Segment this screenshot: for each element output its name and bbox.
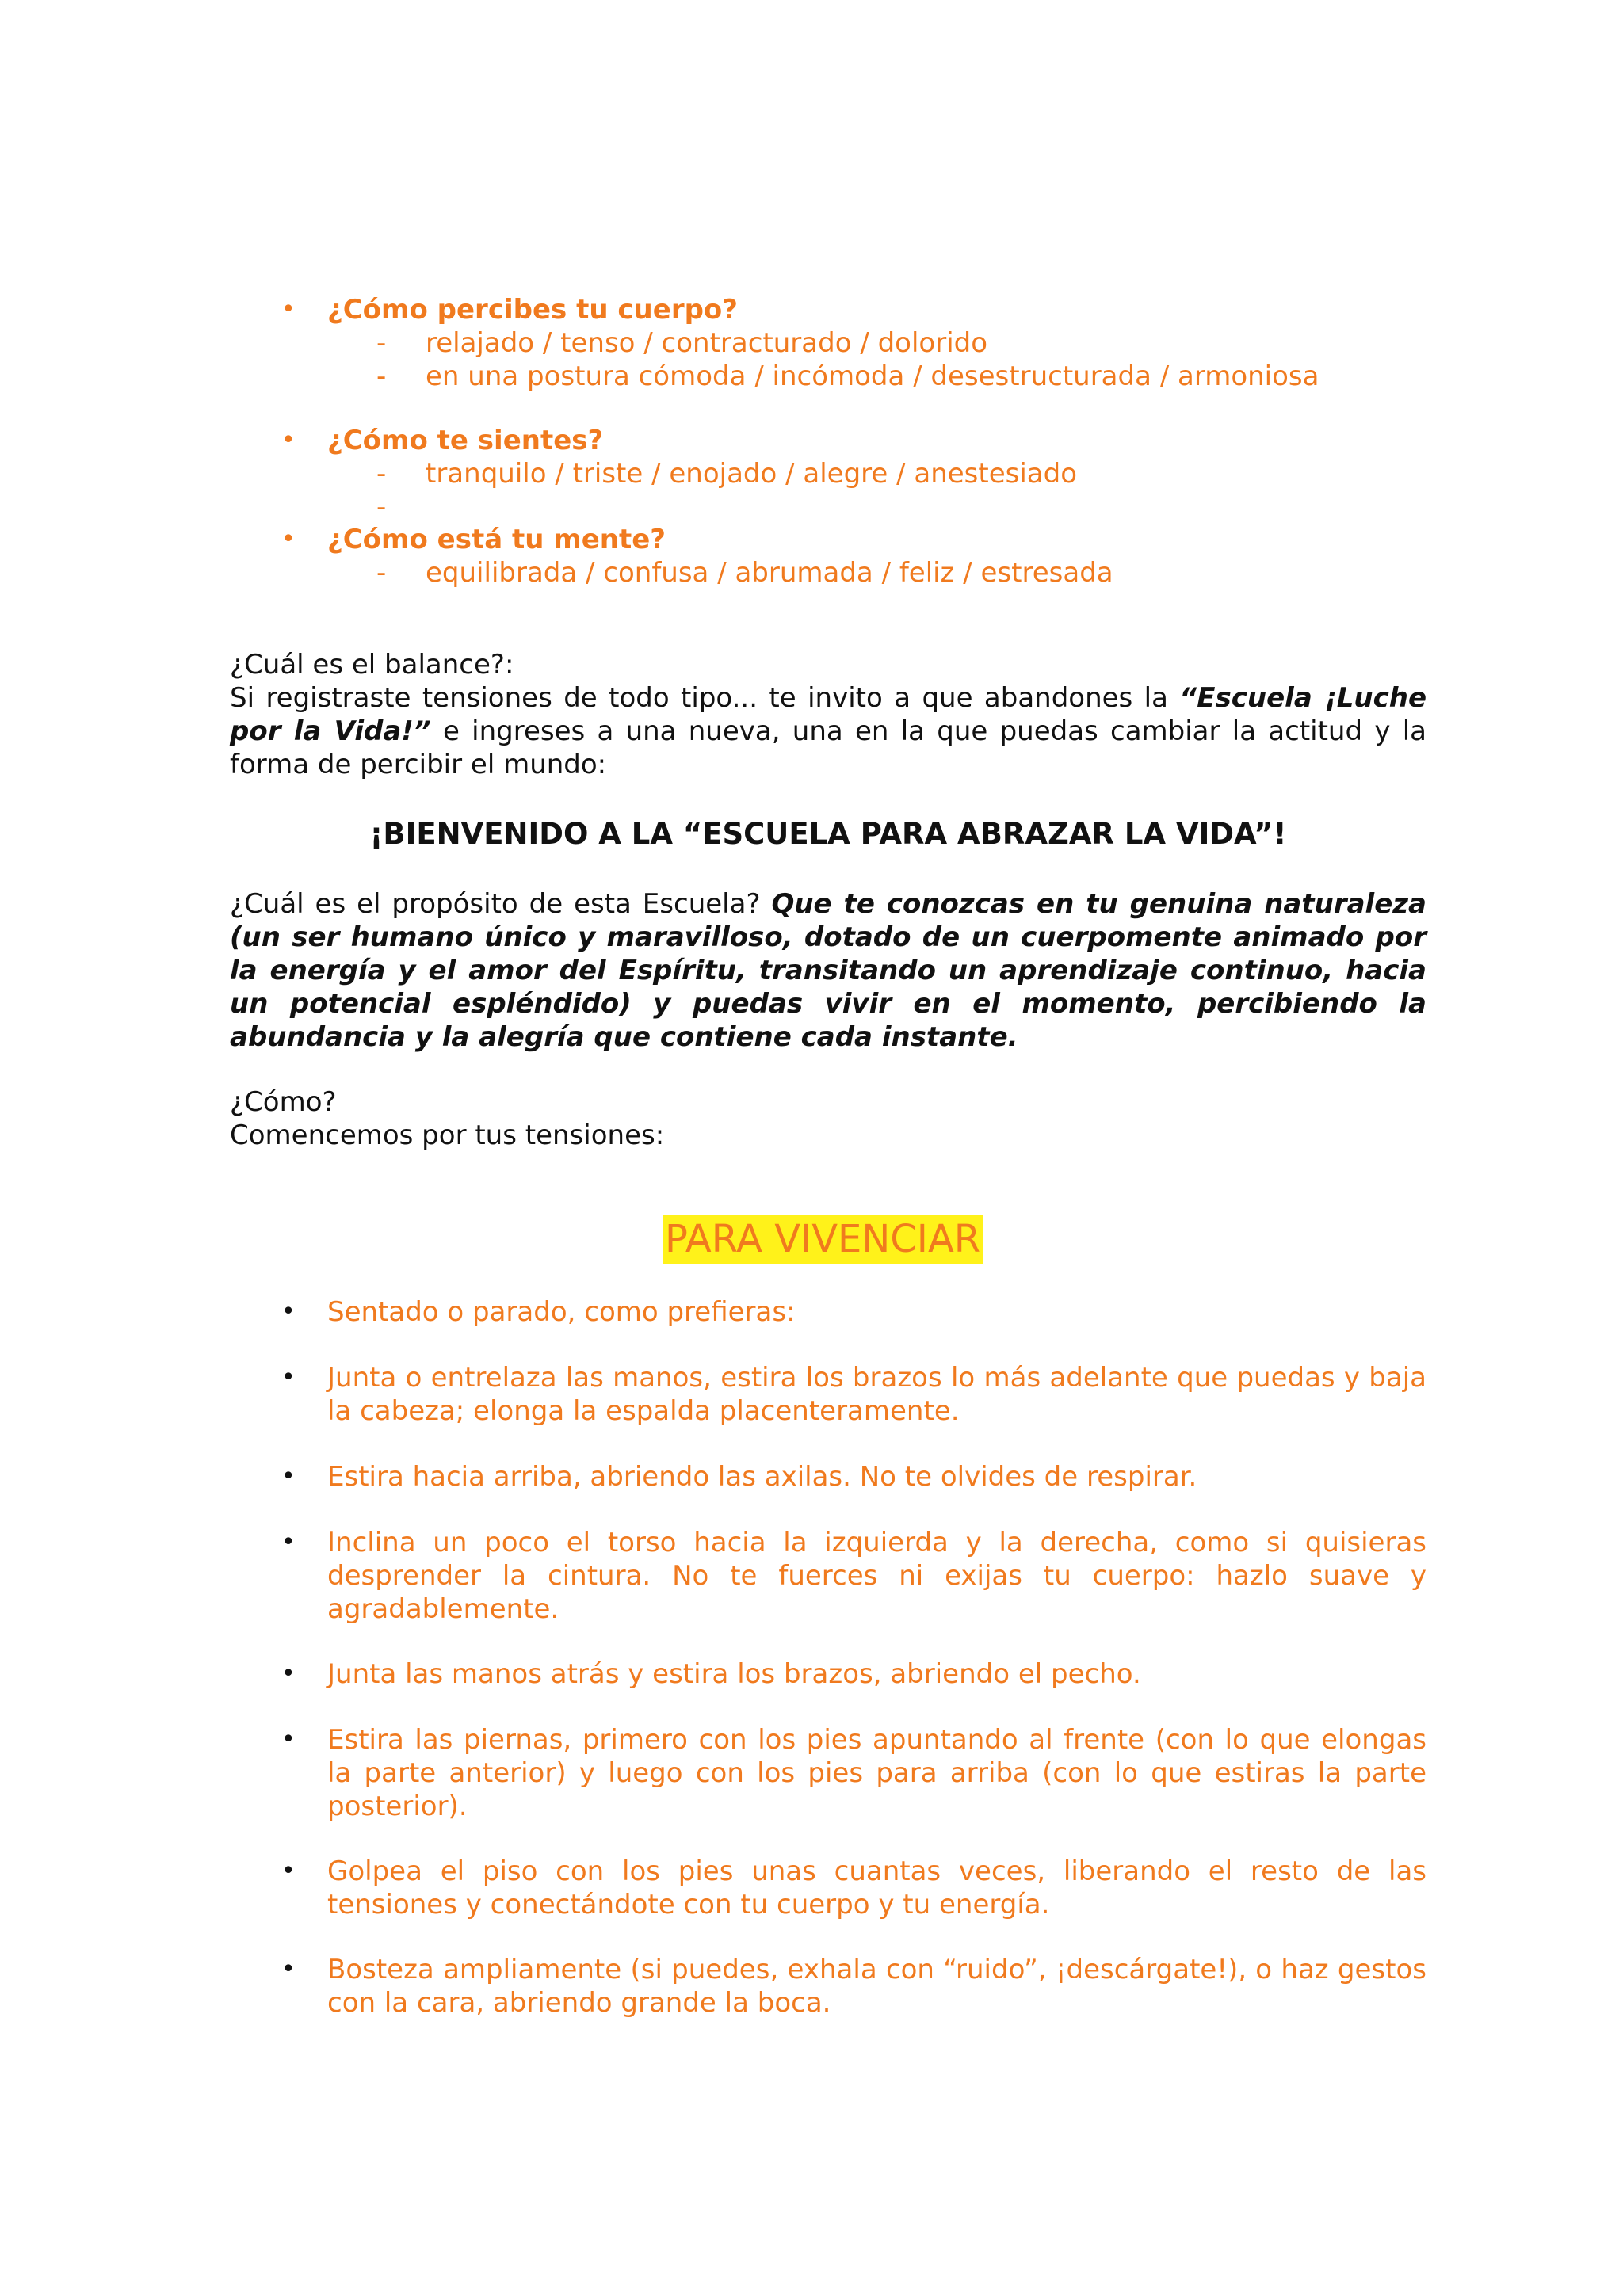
question-option: en una postura cómoda / incómoda / desestructurada / armoniosa bbox=[426, 360, 1319, 392]
balance-section bbox=[230, 648, 1426, 781]
question-title: ¿Cómo está tu mente? bbox=[327, 524, 666, 555]
purpose-paragraph bbox=[230, 887, 1426, 1054]
exercise-text: Golpea el piso con los pies unas cuantas veces, liberando el resto de las tensiones y conectándote con tu cuerpo y tu energía. bbox=[327, 1855, 1426, 1920]
exercise-text: Bosteza ampliamente (si puedes, exhala con “ruido”, ¡descárgate!), o haz gestos con la cara, abriendo grande la boca. bbox=[327, 1954, 1426, 2019]
bullet-icon: • bbox=[281, 1955, 296, 1983]
bullet-icon: • bbox=[281, 1660, 296, 1688]
exercise-text: Estira las piernas, primero con los pies apuntando al frente (con lo que elongas la parte anterior) y luego con los pies para arriba (con lo que estiras la parte posterior). bbox=[327, 1724, 1426, 1822]
dash-icon: - bbox=[376, 360, 387, 392]
question-option: equilibrada / confusa / abrumada / feliz / estresada bbox=[426, 557, 1113, 589]
bullet-icon: • bbox=[281, 426, 296, 454]
exercise-text: Estira hacia arriba, abriendo las axilas. No te olvides de respirar. bbox=[327, 1461, 1197, 1493]
bullet-icon: • bbox=[281, 1298, 296, 1325]
how-section bbox=[230, 1085, 1426, 1152]
school-name: “Escuela ¡Luche por la Vida!” bbox=[230, 682, 1427, 747]
exercise-text: Sentado o parado, como prefieras: bbox=[327, 1296, 796, 1328]
dash-icon: - bbox=[376, 557, 387, 589]
question-option: tranquilo / triste / enojado / alegre / anestesiado bbox=[426, 458, 1078, 490]
purpose-question: ¿Cuál es el propósito de esta Escuela? bbox=[230, 888, 772, 920]
exercise-title: PARA VIVENCIAR bbox=[663, 1215, 983, 1264]
how-question: ¿Cómo? bbox=[230, 1086, 337, 1118]
exercise-text: Junta las manos atrás y estira los brazos, abriendo el pecho. bbox=[327, 1658, 1141, 1690]
bullet-icon: • bbox=[281, 1857, 296, 1885]
exercise-text: Inclina un poco el torso hacia la izquierda y la derecha, como si quisieras desprender la cintura. No te fuerces ni exijas tu cuerpo: hazlo suave y agradablemente. bbox=[327, 1527, 1426, 1625]
exercise-text: Junta o entrelaza las manos, estira los brazos lo más adelante que puedas y baja la cabeza; elonga la espalda placenteramente. bbox=[327, 1362, 1426, 1427]
bullet-icon: • bbox=[281, 1363, 296, 1391]
how-text: Comencemos por tus tensiones: bbox=[230, 1119, 665, 1151]
bullet-icon: • bbox=[281, 296, 296, 323]
bullet-icon: • bbox=[281, 1726, 296, 1753]
welcome-heading: ¡BIENVENIDO A LA “ESCUELA PARA ABRAZAR LA VIDA”! bbox=[369, 817, 1287, 851]
question-option: relajado / tenso / contracturado / dolorido bbox=[426, 327, 988, 359]
purpose-section bbox=[230, 887, 1426, 1054]
dash-icon: - bbox=[376, 327, 387, 359]
bullet-icon: • bbox=[281, 525, 296, 553]
question-title: ¿Cómo te sientes? bbox=[327, 425, 604, 456]
balance-text-before: Si registraste tensiones de todo tipo... te invito a que abandones la bbox=[230, 682, 1180, 714]
dash-icon: - bbox=[376, 458, 387, 490]
bullet-icon: • bbox=[281, 1528, 296, 1556]
balance-text-after: e ingreses a una nueva, una en la que puedas cambiar la actitud y la forma de percibir el mundo: bbox=[230, 715, 1426, 780]
purpose-answer: Que te conozcas en tu genuina naturaleza (un ser humano único y maravilloso, dotado de un cuerpomente animado por la energía y el amor del Espíritu, transitando un aprendizaje continuo, hacia un potencial espléndido) y puedas vivir en el momento, percibiendo la abundancia y la alegría que contiene cada instante. bbox=[230, 888, 1426, 1053]
balance-question: ¿Cuál es el balance?: bbox=[230, 649, 514, 681]
dash-icon: - bbox=[376, 491, 387, 523]
bullet-icon: • bbox=[281, 1463, 296, 1490]
balance-paragraph bbox=[230, 681, 1426, 781]
question-title: ¿Cómo percibes tu cuerpo? bbox=[327, 294, 739, 326]
